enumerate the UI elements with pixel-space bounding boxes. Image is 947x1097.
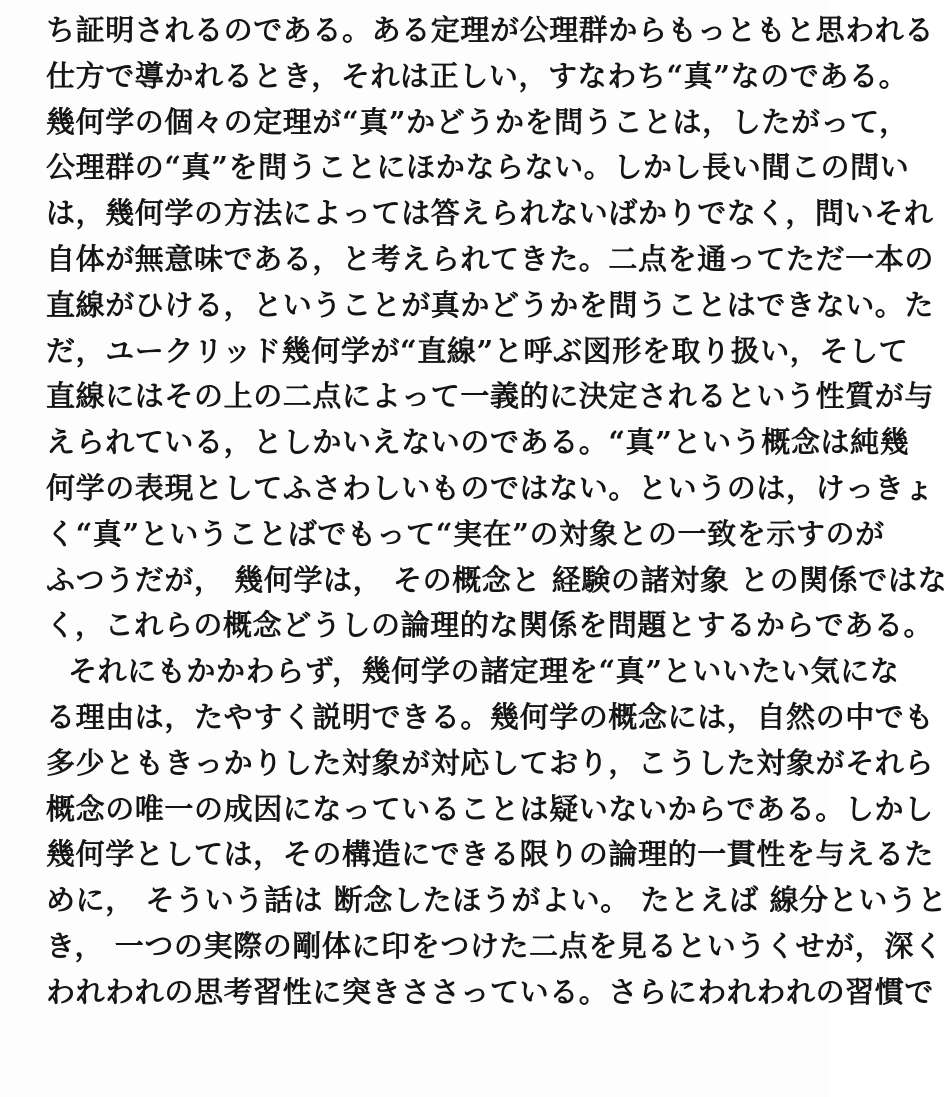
text-line-14: く，これらの概念どうしの論理的な関係を問題とするからである。 [46,608,934,643]
text-line-18: 概念の唯一の成因になっていることは疑いないからである。しかし [46,791,934,826]
text-line-16: る理由は，たやすく説明できる。幾何学の概念には，自然の中でも [46,699,935,734]
text-line-2: 仕方で導かれるとき，それは正しい，すなわち“真”なのである。 [46,58,909,93]
text-line-12: く“真”ということばでもって“実在”の対象との一致を示すのが [46,516,885,551]
text-line-8: だ，ユークリッド幾何学が“直線”と呼ぶ図形を取り扱い，そして [46,333,909,368]
text-line-17: 多少ともきっかりした対象が対応しており，こうした対象がそれら [46,745,935,780]
text-line-9: 直線にはその上の二点によって一義的に決定されるという性質が与 [46,379,935,414]
body-text [46,8,947,1016]
text-line-10: えられている，としかいえないのである。“真”という概念は純幾 [46,425,910,460]
text-line-3: 幾何学の個々の定理が“真”かどうかを問うことは，したがって， [46,104,909,139]
text-line-1: ち証明されるのである。ある定理が公理群からもっともと思われる [46,13,935,47]
text-line-6: 自体が無意味である，と考えられてきた。二点を通ってただ一本の [46,241,935,276]
text-line-13: ふつうだが， 幾何学は， その概念と 経験の諸対象 との関係ではな [46,562,947,597]
text-line-15: それにもかかわらず，幾何学の諸定理を“真”といいたい気にな [68,654,900,689]
text-line-19: 幾何学としては，その構造にできる限りの論理的一貫性を与えるた [46,837,935,872]
text-line-5: は，幾何学の方法によっては答えられないばかりでなく，問いそれ [46,196,934,231]
text-line-4: 公理群の“真”を問うことにほかならない。しかし長い間この問い [46,150,910,185]
text-line-7: 直線がひける，ということが真かどうかを問うことはできない。た [46,287,935,322]
text-line-22: われわれの思考習性に突きささっている。さらにわれわれの習慣で [46,974,935,1009]
text-line-21: き， 一つの実際の剛体に印をつけた二点を見るというくせが，深く [46,928,944,963]
text-line-11: 何学の表現としてふさわしいものではない。というのは，けっきょ [46,470,935,505]
text-line-20: めに， そういう話は 断念したほうがよい。 たとえば 線分というと [46,883,947,918]
